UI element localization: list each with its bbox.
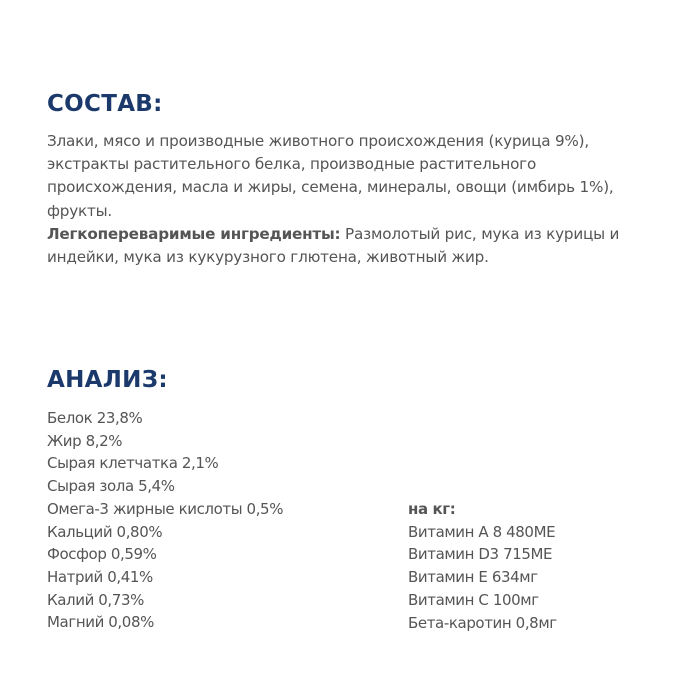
analysis-item-magnesium: Магний 0,08%	[47, 613, 154, 632]
analysis-item-sodium: Натрий 0,41%	[47, 567, 153, 586]
vitamin-c: Витамин C 100мг	[408, 590, 539, 609]
analysis-item-fat: Жир 8,2%	[47, 431, 123, 450]
composition-heading: СОСТАВ:	[47, 91, 163, 117]
easily-digestible-label: Легкопереваримые ингредиенты:	[47, 224, 341, 243]
per-kg-list	[408, 498, 668, 634]
analysis-item-crude-fiber: Сырая клетчатка 2,1%	[47, 454, 219, 473]
vitamin-d3: Витамин D3 715МЕ	[408, 545, 553, 564]
vitamin-e: Витамин E 634мг	[408, 568, 538, 587]
analysis-item-calcium: Кальций 0,80%	[47, 522, 163, 541]
composition-ingredients: Злаки, мясо и производные животного происхождения (курица 9%), экстракты растительного белка, производные растительного происхождения, масла и жиры, семена, минералы, овощи (имбирь 1%), фрукты.	[47, 132, 614, 220]
analysis-item-potassium: Калий 0,73%	[47, 590, 144, 609]
per-kg-label: на кг:	[408, 500, 456, 518]
analysis-item-phosphorus: Фосфор 0,59%	[47, 545, 157, 564]
vitamin-a: Витамин A 8 480МЕ	[408, 522, 556, 541]
composition-text	[47, 130, 667, 269]
analysis-item-omega3: Омега-3 жирные кислоты 0,5%	[47, 499, 284, 518]
analysis-heading: АНАЛИЗ:	[47, 367, 168, 393]
analysis-list	[47, 407, 367, 634]
analysis-item-protein: Белок 23,8%	[47, 409, 143, 427]
beta-carotene: Бета-каротин 0,8мг	[408, 613, 557, 632]
easily-digestible-ingredients: Размолотый рис, мука из курицы и индейки, мука из кукурузного глютена, животный жир.	[47, 224, 620, 267]
analysis-item-crude-ash: Сырая зола 5,4%	[47, 477, 175, 496]
